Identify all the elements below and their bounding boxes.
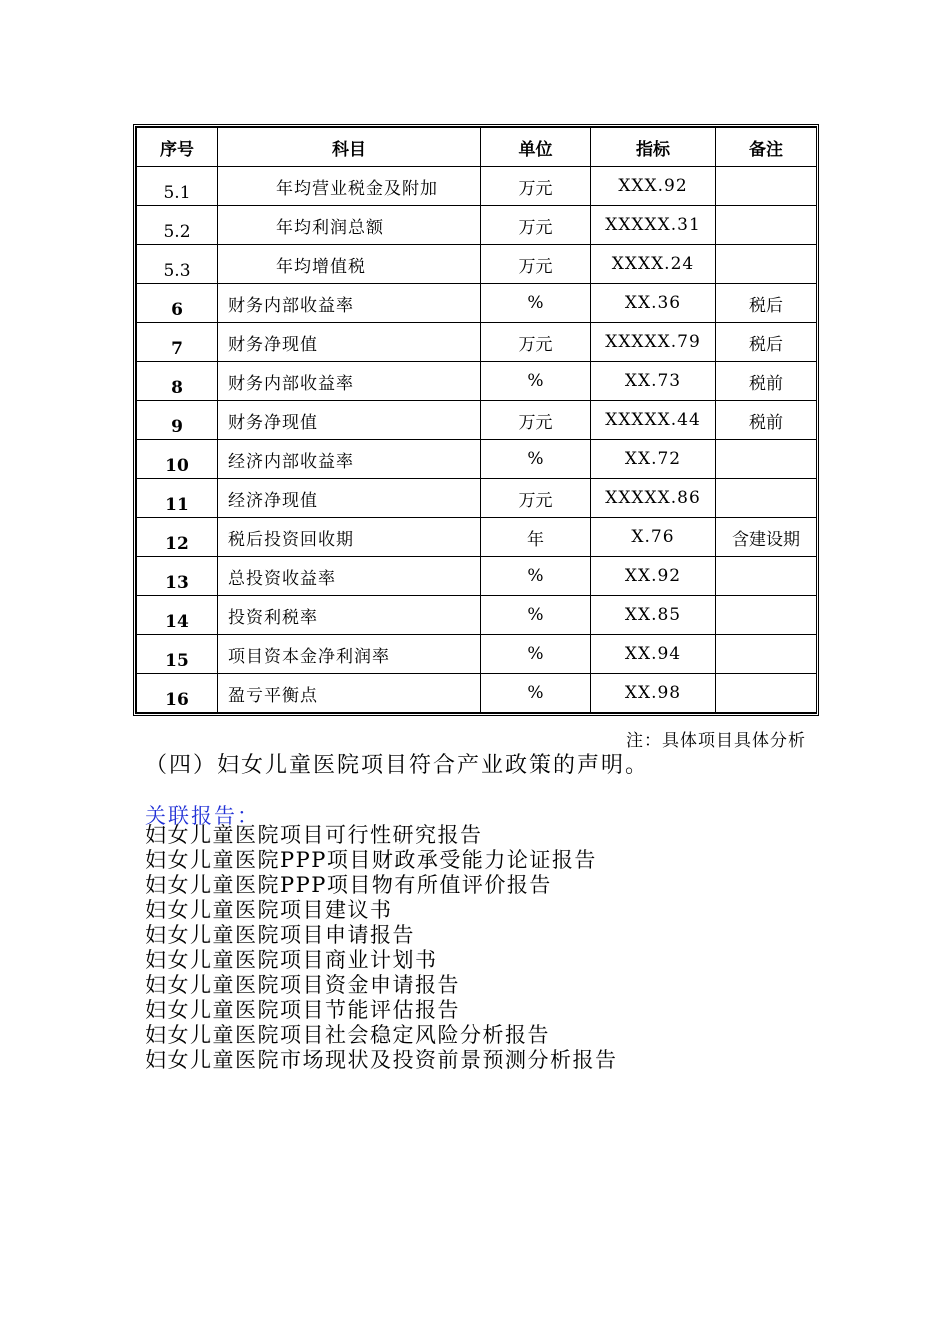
row-seq-cell: 6 bbox=[137, 284, 218, 323]
row-remark-cell bbox=[716, 596, 817, 635]
table-footnote: 注：具体项目具体分析 bbox=[626, 731, 806, 751]
row-unit-cell: 万元 bbox=[481, 401, 591, 440]
row-unit-cell: 年 bbox=[481, 518, 591, 557]
row-subject-cell: 年均利润总额 bbox=[218, 206, 481, 245]
related-report-item: 妇女儿童医院项目建议书 bbox=[145, 898, 393, 922]
row-unit-cell: 万元 bbox=[481, 323, 591, 362]
row-unit-cell: % bbox=[481, 557, 591, 596]
table-row bbox=[137, 557, 817, 596]
row-seq-cell: 5.1 bbox=[137, 167, 218, 206]
table-row bbox=[137, 245, 817, 284]
row-subject-cell: 年均营业税金及附加 bbox=[218, 167, 481, 206]
row-subject-cell: 总投资收益率 bbox=[218, 557, 481, 596]
row-subject-cell: 项目资本金净利润率 bbox=[218, 635, 481, 674]
related-report-item: 妇女儿童医院项目商业计划书 bbox=[145, 948, 438, 972]
table-header-row bbox=[137, 128, 817, 167]
row-remark-cell bbox=[716, 440, 817, 479]
row-unit-cell: % bbox=[481, 440, 591, 479]
related-report-item: 妇女儿童医院PPP项目财政承受能力论证报告 bbox=[145, 848, 597, 872]
row-value-cell: XXXXX.44 bbox=[591, 401, 716, 440]
row-subject-cell: 投资利税率 bbox=[218, 596, 481, 635]
row-value-cell: XX.98 bbox=[591, 674, 716, 713]
section-heading: （四）妇女儿童医院项目符合产业政策的声明。 bbox=[145, 753, 650, 778]
row-subject-cell: 经济内部收益率 bbox=[218, 440, 481, 479]
table-row bbox=[137, 362, 817, 401]
row-remark-cell bbox=[716, 557, 817, 596]
row-seq-cell: 9 bbox=[137, 401, 218, 440]
row-remark-cell bbox=[716, 245, 817, 284]
row-seq-cell: 12 bbox=[137, 518, 218, 557]
row-unit-cell: % bbox=[481, 596, 591, 635]
related-report-item: 妇女儿童医院PPP项目物有所值评价报告 bbox=[145, 873, 552, 897]
related-reports-title: 关联报告： bbox=[145, 804, 260, 828]
related-report-item: 妇女儿童医院市场现状及投资前景预测分析报告 bbox=[145, 1048, 618, 1072]
row-remark-cell: 含建设期 bbox=[716, 518, 817, 557]
row-subject-cell: 财务净现值 bbox=[218, 401, 481, 440]
row-subject-cell: 税后投资回收期 bbox=[218, 518, 481, 557]
row-remark-cell bbox=[716, 674, 817, 713]
row-value-cell: XXXXX.31 bbox=[591, 206, 716, 245]
row-seq-cell: 10 bbox=[137, 440, 218, 479]
row-value-cell: XX.94 bbox=[591, 635, 716, 674]
row-seq-cell: 5.3 bbox=[137, 245, 218, 284]
related-report-item: 妇女儿童医院项目资金申请报告 bbox=[145, 973, 460, 997]
row-value-cell: XX.72 bbox=[591, 440, 716, 479]
table-row bbox=[137, 440, 817, 479]
row-subject-cell: 盈亏平衡点 bbox=[218, 674, 481, 713]
table-row bbox=[137, 167, 817, 206]
header-subject: 科目 bbox=[218, 128, 481, 167]
related-report-item: 妇女儿童医院项目申请报告 bbox=[145, 923, 415, 947]
row-seq-cell: 16 bbox=[137, 674, 218, 713]
table-row bbox=[137, 596, 817, 635]
row-seq-cell: 14 bbox=[137, 596, 218, 635]
row-seq-cell: 11 bbox=[137, 479, 218, 518]
related-report-item: 妇女儿童医院项目节能评估报告 bbox=[145, 998, 460, 1022]
row-remark-cell: 税后 bbox=[716, 323, 817, 362]
row-value-cell: XXX.92 bbox=[591, 167, 716, 206]
row-remark-cell bbox=[716, 206, 817, 245]
table-row bbox=[137, 401, 817, 440]
row-remark-cell bbox=[716, 167, 817, 206]
row-remark-cell: 税后 bbox=[716, 284, 817, 323]
row-value-cell: XXXXX.79 bbox=[591, 323, 716, 362]
row-value-cell: XX.36 bbox=[591, 284, 716, 323]
row-seq-cell: 8 bbox=[137, 362, 218, 401]
row-subject-cell: 经济净现值 bbox=[218, 479, 481, 518]
row-subject-cell: 财务内部收益率 bbox=[218, 362, 481, 401]
row-subject-cell: 财务净现值 bbox=[218, 323, 481, 362]
row-unit-cell: % bbox=[481, 635, 591, 674]
row-value-cell: XX.92 bbox=[591, 557, 716, 596]
row-seq-cell: 13 bbox=[137, 557, 218, 596]
table-row bbox=[137, 284, 817, 323]
related-report-item: 妇女儿童医院项目社会稳定风险分析报告 bbox=[145, 1023, 550, 1047]
table-row bbox=[137, 479, 817, 518]
table-body bbox=[137, 167, 817, 713]
row-seq-cell: 7 bbox=[137, 323, 218, 362]
row-seq-cell: 15 bbox=[137, 635, 218, 674]
header-seq: 序号 bbox=[137, 128, 218, 167]
row-value-cell: X.76 bbox=[591, 518, 716, 557]
row-remark-cell bbox=[716, 635, 817, 674]
table-row bbox=[137, 323, 817, 362]
row-value-cell: XXXX.24 bbox=[591, 245, 716, 284]
row-subject-cell: 财务内部收益率 bbox=[218, 284, 481, 323]
row-remark-cell: 税前 bbox=[716, 401, 817, 440]
row-unit-cell: 万元 bbox=[481, 245, 591, 284]
row-subject-cell: 年均增值税 bbox=[218, 245, 481, 284]
table-row bbox=[137, 635, 817, 674]
row-unit-cell: % bbox=[481, 674, 591, 713]
indicator-table bbox=[136, 127, 817, 713]
row-unit-cell: % bbox=[481, 362, 591, 401]
row-unit-cell: 万元 bbox=[481, 479, 591, 518]
table-row bbox=[137, 674, 817, 713]
row-value-cell: XX.85 bbox=[591, 596, 716, 635]
row-unit-cell: 万元 bbox=[481, 167, 591, 206]
related-report-item: 妇女儿童医院项目可行性研究报告 bbox=[145, 823, 483, 847]
row-unit-cell: 万元 bbox=[481, 206, 591, 245]
row-remark-cell bbox=[716, 479, 817, 518]
row-value-cell: XXXXX.86 bbox=[591, 479, 716, 518]
header-remark: 备注 bbox=[716, 128, 817, 167]
related-reports-list bbox=[145, 823, 618, 1073]
table-row bbox=[137, 206, 817, 245]
indicator-table-frame bbox=[133, 124, 819, 716]
row-remark-cell: 税前 bbox=[716, 362, 817, 401]
row-value-cell: XX.73 bbox=[591, 362, 716, 401]
header-unit: 单位 bbox=[481, 128, 591, 167]
header-indicator: 指标 bbox=[591, 128, 716, 167]
row-seq-cell: 5.2 bbox=[137, 206, 218, 245]
table-row bbox=[137, 518, 817, 557]
row-unit-cell: % bbox=[481, 284, 591, 323]
